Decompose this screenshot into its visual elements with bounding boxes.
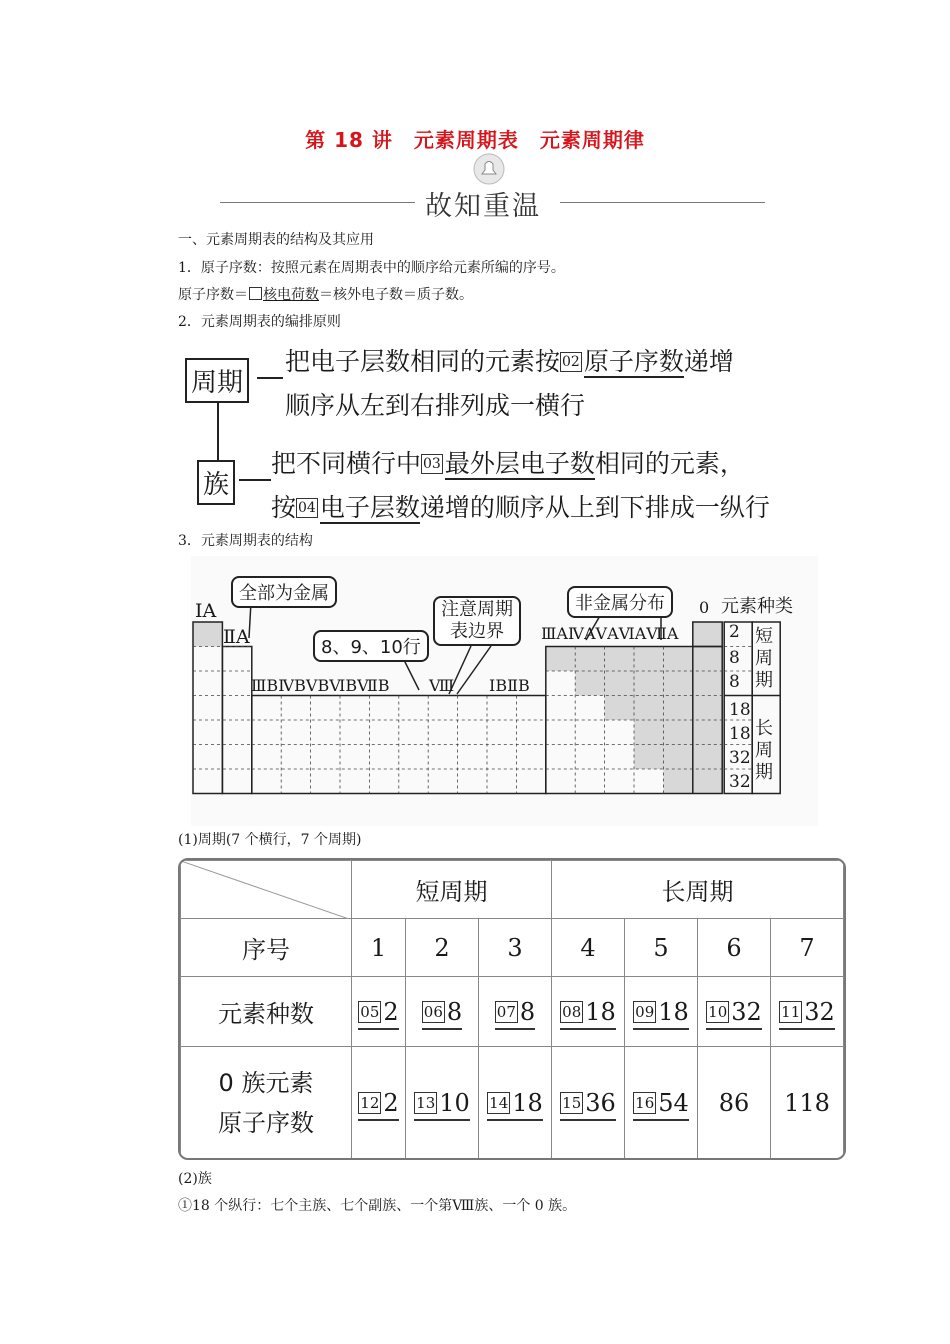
bell-icon bbox=[472, 152, 506, 186]
blank-number: 04 bbox=[298, 500, 316, 516]
element-count: 8 bbox=[729, 672, 740, 692]
callout-pointer bbox=[449, 646, 491, 694]
row-label-zero-group: 0 族元素 原子序数 bbox=[181, 1047, 352, 1159]
corner-cell bbox=[181, 861, 352, 919]
types-value: 8 bbox=[446, 997, 463, 1026]
types-value: 32 bbox=[731, 997, 762, 1026]
blank-number: 08 bbox=[562, 1002, 582, 1021]
zero_atomic-value: 2 bbox=[383, 1088, 399, 1117]
element-count: 32 bbox=[729, 772, 751, 792]
group-label-main-right: ⅢAⅣAⅤAⅥAⅦA bbox=[541, 624, 679, 643]
zero_atomic-cell bbox=[405, 1047, 478, 1159]
zero_atomic-value-wrap bbox=[719, 1089, 750, 1117]
zero_atomic-cell bbox=[551, 1047, 624, 1159]
zero_atomic-cell bbox=[352, 1047, 406, 1159]
types-value-wrap bbox=[633, 998, 689, 1030]
group-paragraph: ①18 个纵行：七个主族、七个副族、一个第Ⅷ族、一个 0 族。 bbox=[178, 1198, 577, 1214]
equation-underlined: 核电荷数 bbox=[263, 287, 319, 303]
element-count: 32 bbox=[729, 748, 751, 768]
banner-line-left bbox=[220, 202, 415, 203]
index-cell: 2 bbox=[405, 919, 478, 977]
blank-box bbox=[249, 287, 262, 300]
blank-number: 16 bbox=[635, 1093, 655, 1112]
shaded-cell bbox=[663, 720, 692, 745]
shaded-cell bbox=[663, 671, 692, 696]
row-index bbox=[181, 919, 844, 977]
types-value: 18 bbox=[658, 997, 689, 1026]
types-value-wrap bbox=[779, 998, 835, 1030]
callout-boundary: 注意周期 表边界 bbox=[433, 596, 521, 646]
shaded-cell bbox=[575, 647, 604, 672]
shaded-cell bbox=[663, 769, 692, 794]
shaded-cell bbox=[193, 622, 222, 647]
diagram-line-3: 把不同横行中 03 最外层电子数相同的元素， bbox=[271, 449, 745, 478]
zero_atomic-value-wrap bbox=[784, 1089, 830, 1117]
shaded-cell bbox=[605, 696, 634, 721]
group-label-IIA: ⅡA bbox=[223, 626, 250, 648]
element-count: 8 bbox=[729, 648, 740, 668]
equation-suffix: ＝核外电子数＝质子数。 bbox=[319, 287, 473, 303]
row-label-index: 序号 bbox=[181, 919, 352, 977]
zero_atomic-value-wrap bbox=[358, 1089, 398, 1121]
period-tag: 周期 bbox=[185, 358, 249, 403]
zero_atomic-value: 36 bbox=[585, 1088, 616, 1117]
paragraph-atomic-number: 1．原子序数：按照元素在周期表中的顺序给元素所编的序号。 bbox=[178, 260, 565, 276]
types-value: 8 bbox=[519, 997, 536, 1026]
blank-number: 12 bbox=[360, 1093, 380, 1112]
group-label-IA: ⅠA bbox=[195, 600, 217, 622]
shaded-cell bbox=[634, 720, 663, 745]
row-zero-group bbox=[181, 1047, 844, 1159]
period-heading: (1)周期(7 个横行，7 个周期) bbox=[178, 832, 362, 848]
types-value: 32 bbox=[804, 997, 835, 1026]
principle-diagram bbox=[183, 340, 863, 520]
shaded-cell bbox=[634, 745, 663, 770]
paragraph-equation bbox=[178, 284, 473, 304]
types-cell bbox=[770, 977, 843, 1047]
index-cell: 4 bbox=[551, 919, 624, 977]
callout-groups-8-9-10: 8、9、10行 bbox=[313, 630, 429, 662]
blank-number: 02 bbox=[562, 354, 580, 370]
section-heading: 一、元素周期表的结构及其应用 bbox=[178, 232, 374, 248]
blank-number: 13 bbox=[416, 1093, 436, 1112]
section-structure-heading: 3．元素周期表的结构 bbox=[178, 533, 313, 549]
diagonal-line bbox=[181, 861, 349, 919]
blank-number: 03 bbox=[423, 456, 441, 472]
types-value: 2 bbox=[383, 997, 399, 1026]
types-value: 18 bbox=[585, 997, 616, 1026]
element-count: 18 bbox=[729, 700, 751, 720]
blank-number: 11 bbox=[781, 1002, 801, 1021]
diagram-line-2: 顺序从左到右排列成一横行 bbox=[285, 391, 586, 420]
types-cell bbox=[352, 977, 406, 1047]
types-value-wrap bbox=[422, 998, 462, 1030]
blank-number: 14 bbox=[489, 1093, 509, 1112]
short-period-label: 短周期 bbox=[755, 626, 773, 691]
index-cell: 1 bbox=[352, 919, 406, 977]
shaded-cell bbox=[693, 622, 722, 794]
element-types-header: 元素种类 bbox=[721, 596, 793, 617]
zero_atomic-value: 118 bbox=[784, 1088, 830, 1117]
callout-nonmetal: 非金属分布 bbox=[567, 586, 673, 618]
blank-number: 07 bbox=[496, 1002, 516, 1021]
types-cell bbox=[478, 977, 551, 1047]
header-long-period: 长周期 bbox=[551, 861, 843, 919]
group-heading: (2)族 bbox=[178, 1171, 212, 1187]
diagram-line-4: 按 04 电子层数递增的顺序从上到下排成一纵行 bbox=[271, 493, 770, 522]
types-cell bbox=[624, 977, 697, 1047]
index-cell: 6 bbox=[697, 919, 770, 977]
row-types bbox=[181, 977, 844, 1047]
types-value-wrap bbox=[706, 998, 762, 1030]
types-cell bbox=[405, 977, 478, 1047]
blank-number: 05 bbox=[360, 1002, 380, 1021]
types-cell bbox=[697, 977, 770, 1047]
grid-outline bbox=[193, 622, 222, 794]
group-label-VIII: Ⅷ bbox=[429, 676, 455, 695]
section-banner bbox=[220, 150, 765, 222]
row-label-types: 元素种数 bbox=[181, 977, 352, 1047]
shaded-cell bbox=[605, 671, 634, 696]
shaded-cell bbox=[546, 647, 575, 672]
zero_atomic-value-wrap bbox=[414, 1089, 470, 1121]
types-value-wrap bbox=[358, 998, 398, 1030]
equation-prefix: 原子序数＝ bbox=[178, 287, 248, 303]
zero_atomic-value-wrap bbox=[560, 1089, 616, 1121]
zero_atomic-value: 18 bbox=[512, 1088, 543, 1117]
blank-number: 10 bbox=[708, 1002, 728, 1021]
periodic-table-figure bbox=[191, 556, 818, 826]
group-label-transition: ⅢBⅣBⅤBⅥBⅦB bbox=[251, 676, 390, 695]
element-count: 18 bbox=[729, 724, 751, 744]
shaded-cell bbox=[663, 696, 692, 721]
types-value-wrap bbox=[495, 998, 535, 1030]
callout-all-metal: 全部为金属 bbox=[231, 576, 337, 608]
shaded-cell bbox=[663, 647, 692, 672]
period-table bbox=[178, 858, 846, 1160]
long-period-label: 长周期 bbox=[755, 718, 773, 783]
diagram-line-1: 把电子层数相同的元素按 02 原子序数递增 bbox=[285, 347, 734, 376]
zero_atomic-value: 10 bbox=[439, 1088, 470, 1117]
shaded-cell bbox=[634, 647, 663, 672]
zero_atomic-cell bbox=[478, 1047, 551, 1159]
banner-line-right bbox=[560, 202, 765, 203]
group-label-zero: 0 bbox=[699, 598, 710, 617]
element-count: 2 bbox=[729, 622, 740, 642]
shaded-cell bbox=[605, 647, 634, 672]
blank-number: 15 bbox=[562, 1093, 582, 1112]
zero_atomic-value: 86 bbox=[718, 1088, 750, 1117]
shaded-cell bbox=[575, 671, 604, 696]
zero_atomic-value-wrap bbox=[633, 1089, 689, 1121]
group-label-IB-IIB: ⅠBⅡB bbox=[489, 676, 530, 695]
types-cell bbox=[551, 977, 624, 1047]
shaded-cell bbox=[634, 671, 663, 696]
index-cell: 7 bbox=[770, 919, 843, 977]
types-value-wrap bbox=[560, 998, 616, 1030]
zero_atomic-value: 54 bbox=[658, 1088, 689, 1117]
index-cell: 5 bbox=[624, 919, 697, 977]
index-cell: 3 bbox=[478, 919, 551, 977]
blank-number: 06 bbox=[423, 1002, 443, 1021]
paragraph-principles: 2．元素周期表的编排原则 bbox=[178, 314, 341, 330]
shaded-cell bbox=[634, 696, 663, 721]
page-title: 第 18 讲 元素周期表 元素周期律 bbox=[305, 128, 645, 152]
zero_atomic-cell bbox=[770, 1047, 843, 1159]
header-short-period: 短周期 bbox=[352, 861, 552, 919]
banner-text: 故知重温 bbox=[425, 191, 541, 222]
zero_atomic-value-wrap bbox=[487, 1089, 543, 1121]
blank-number: 09 bbox=[635, 1002, 655, 1021]
group-tag: 族 bbox=[197, 460, 235, 505]
zero_atomic-cell bbox=[697, 1047, 770, 1159]
zero_atomic-cell bbox=[624, 1047, 697, 1159]
shaded-cell bbox=[663, 745, 692, 770]
